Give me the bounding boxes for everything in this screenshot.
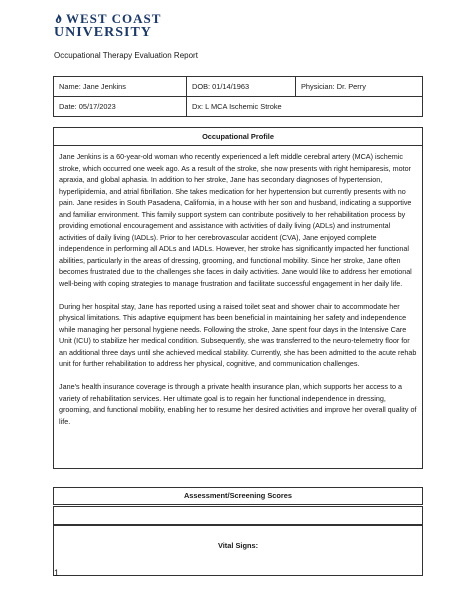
assessment-heading: Assessment/Screening Scores	[53, 487, 423, 505]
profile-paragraph: Jane's health insurance coverage is through a private health insurance plan, which supports her access to a variety of rehabilitation services. Her ultimate goal is to regain her functional independence in dressing, grooming, and functional mobility, enabling her to resume her desired activities and improve her overall quality of life.	[59, 382, 417, 426]
profile-paragraph: Jane Jenkins is a 60-year-old woman who recently experienced a left middle cerebral artery (MCA) ischemic stroke, which occurred one week ago. As a result of the stroke, she now presents with right hemiparesis, motor apraxia, and global aphasia. In addition to her stroke, Jane has secondary diagnoses of hypertension, hyperlipidemia, and atrial fibrillation. She takes medication for her hypertension but currently presents with no pain. Jane resides in South Pasadena, California, in a house with her son and husband, indicating a supportive and familiar environment. This family support system can contribute positively to her rehabilitation process by providing emotional encouragement and assistance with activities of daily living (ADLs) and instrumental activities of daily living (IADLs). Prior to her cerebrovascular accident (CVA), Jane enjoyed complete independence in performing all ADLs and IADLs. However, her stroke has significantly impacted her functional abilities, particularly in the areas of dressing, grooming, and functional mobility. Since her stroke, Jane often becomes frustrated due to the challenges she faces in daily activities. Jane would like to address her emotional well-being with coping strategies to manage frustration and facilitate successful engagement in her daily life.	[59, 152, 412, 288]
flame-icon	[54, 14, 63, 24]
occupational-profile-section	[53, 127, 423, 469]
date-cell: Date: 05/17/2023	[54, 97, 187, 117]
assessment-spacer-row	[53, 506, 423, 525]
university-logo	[54, 11, 161, 41]
page-number: 1	[54, 568, 60, 578]
logo-line2: UNIVERSITY	[54, 25, 152, 40]
vital-signs-label: Vital Signs:	[217, 541, 259, 550]
physician-cell: Physician: Dr. Perry	[296, 77, 423, 97]
logo-line1: WEST COAST	[66, 11, 162, 26]
patient-name-cell: Name: Jane Jenkins	[54, 77, 187, 97]
dob-cell: DOB: 01/14/1963	[187, 77, 296, 97]
occupational-profile-body	[54, 146, 422, 427]
vital-signs-section	[53, 525, 423, 576]
report-title: Occupational Therapy Evaluation Report	[54, 51, 198, 60]
diagnosis-cell: Dx: L MCA Ischemic Stroke	[187, 97, 423, 117]
occupational-profile-heading: Occupational Profile	[54, 128, 422, 146]
profile-paragraph: During her hospital stay, Jane has reported using a raised toilet seat and shower chair to accommodate her physical limitations. This adaptive equipment has been beneficial in maintaining her safety and independence while managing her personal hygiene needs. Following the stroke, Jane spent four days in the Intensive Care Unit (ICU) to stabilize her medical condition. Subsequently, she was transferred to the neuro-telemetry floor for an additional three days until she achieved medical stability. Currently, she has been admitted to the acute rehab unit for further rehabilitation to address her physical, cognitive, and communication challenges.	[59, 301, 417, 368]
patient-info-table	[53, 76, 423, 117]
